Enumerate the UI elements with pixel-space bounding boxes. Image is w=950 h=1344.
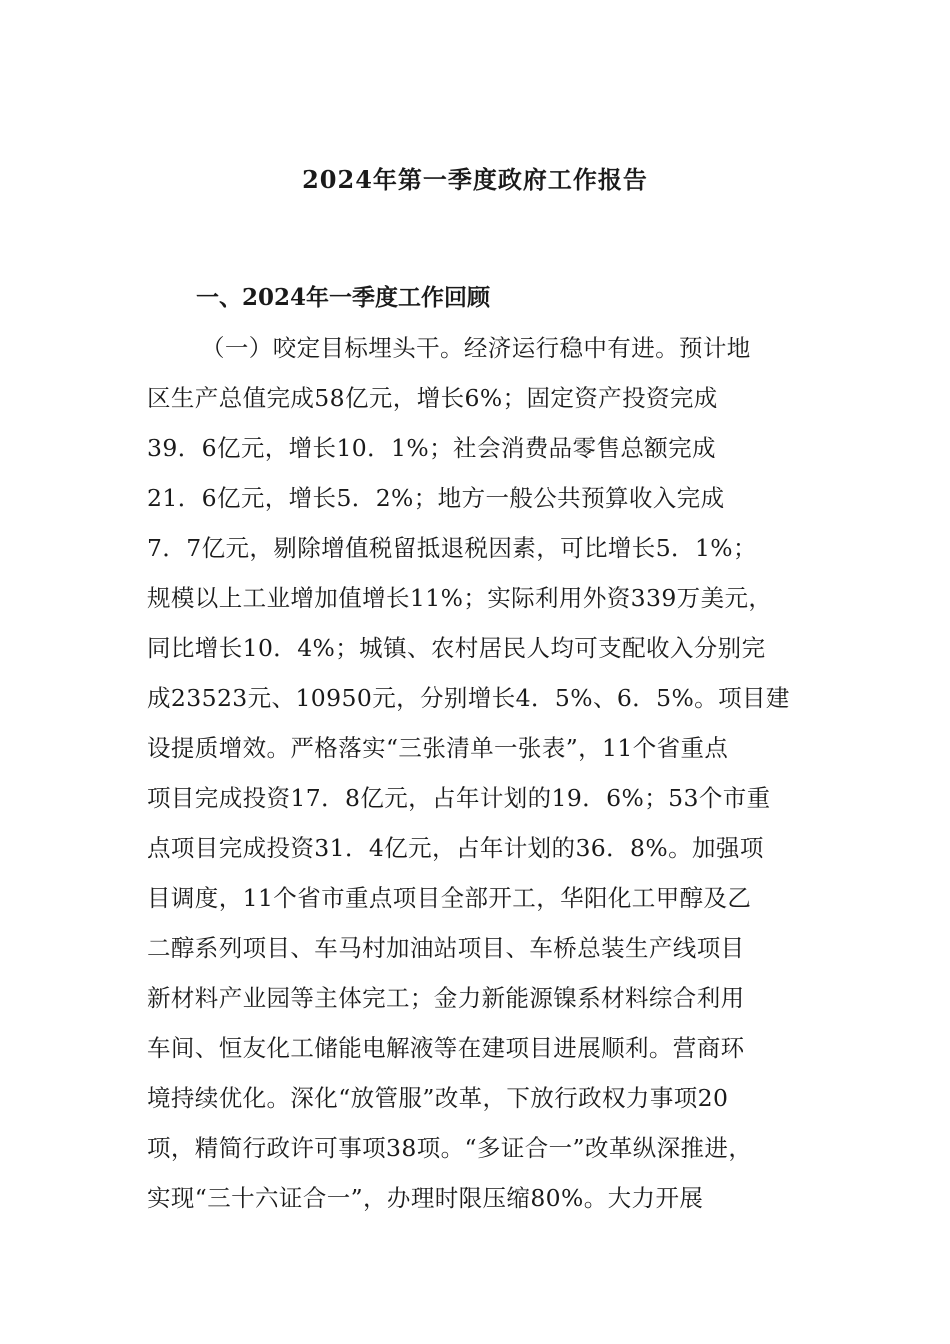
paragraph-line: 设提质增效。严格落实“三张清单一张表”，11个省重点 xyxy=(147,734,729,762)
paragraph-line: 二醇系列项目、车马村加油站项目、车桥总装生产线项目 xyxy=(147,934,745,962)
paragraph-line: 项，精简行政许可事项38项。“多证合一”改革纵深推进， xyxy=(147,1134,753,1162)
paragraph-line: 同比增长10．4%；城镇、农村居民人均可支配收入分别完 xyxy=(147,634,766,662)
paragraph-line: 车间、恒友化工储能电解液等在建项目进展顺利。营商环 xyxy=(147,1034,745,1062)
paragraph-line: 区生产总值完成58亿元，增长6%；固定资产投资完成 xyxy=(147,384,718,412)
paragraph-line: 项目完成投资17．8亿元，占年计划的19．6%；53个市重 xyxy=(147,784,771,812)
document-title: 2024年第一季度政府工作报告 xyxy=(302,165,648,194)
paragraph-line: 39．6亿元，增长10．1%；社会消费品零售总额完成 xyxy=(147,434,716,462)
section-heading: 一、2024年一季度工作回顾 xyxy=(196,284,491,311)
paragraph-line: （一）咬定目标埋头干。经济运行稳中有进。预计地 xyxy=(201,334,751,362)
body-paragraph xyxy=(147,328,827,1228)
paragraph-line: 点项目完成投资31．4亿元，占年计划的36．8%。加强项 xyxy=(147,834,764,862)
paragraph-line: 实现“三十六证合一”，办理时限压缩80%。大力开展 xyxy=(147,1184,704,1212)
paragraph-line: 7．7亿元，剔除增值税留抵退税因素，可比增长5．1%； xyxy=(147,534,757,562)
paragraph-line: 新材料产业园等主体完工；金力新能源镍系材料综合利用 xyxy=(147,984,745,1012)
paragraph-line: 21．6亿元，增长5．2%；地方一般公共预算收入完成 xyxy=(147,484,725,512)
paragraph-line: 目调度，11个省市重点项目全部开工，华阳化工甲醇及乙 xyxy=(147,884,752,912)
paragraph-line: 成23523元、10950元，分别增长4．5%、6．5%。项目建 xyxy=(147,684,790,712)
paragraph-line: 境持续优化。深化“放管服”改革，下放行政权力事项20 xyxy=(147,1084,729,1112)
paragraph-line: 规模以上工业增加值增长11%；实际利用外资339万美元， xyxy=(147,584,773,612)
